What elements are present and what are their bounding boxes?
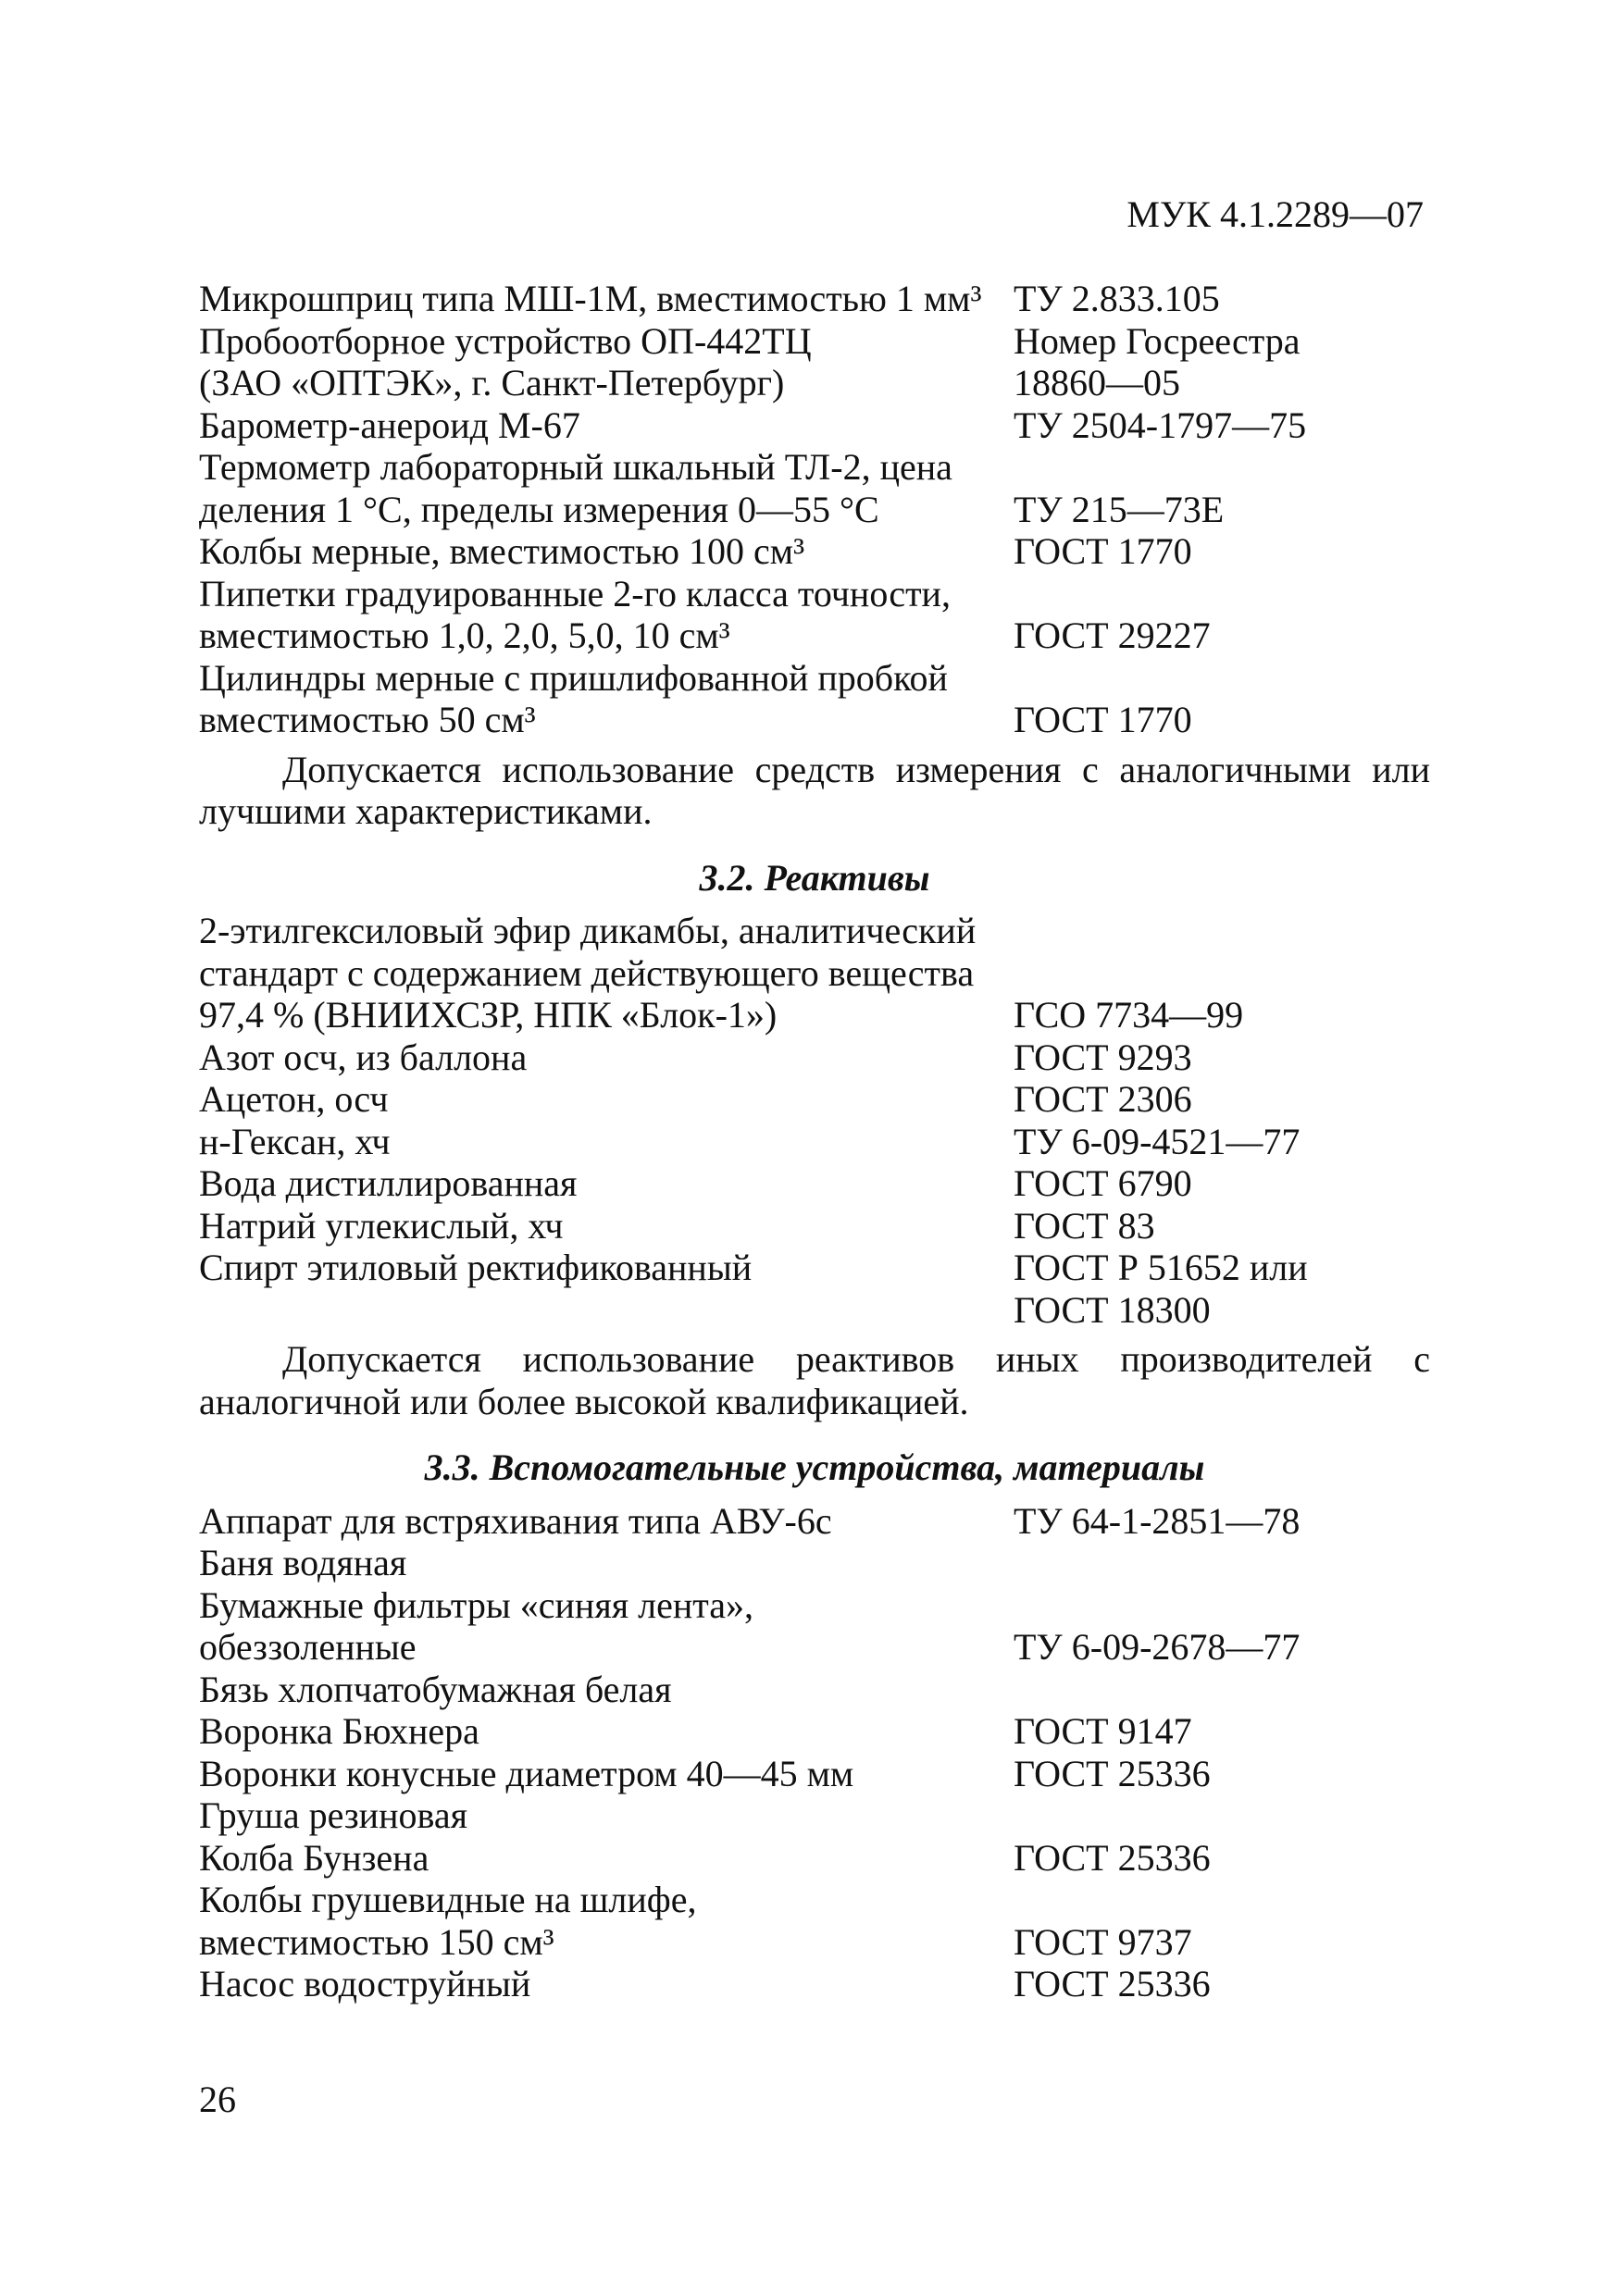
list-item [199,1162,1430,1205]
item-standard: Номер Госреестра [1014,319,1301,362]
item-standard [1014,1669,1430,1711]
item-name: Пробоотборное устройство ОП-442ТЦ [199,319,812,362]
item-standard: ТУ 2.833.105 [1014,278,1220,319]
list-item [199,657,1430,741]
list-item [199,1669,1430,1711]
item-standard: ГОСТ 1770 [1014,699,1192,740]
item-name: (ЗАО «ОПТЭК», г. Санкт-Петербург) [199,362,785,403]
item-standard: ТУ 6-09-4521—77 [1014,1120,1301,1162]
item-standard: ГОСТ 83 [1014,1204,1155,1247]
item-standard: ГОСТ 25336 [1014,1752,1211,1794]
list-item [199,1879,1430,1963]
item-standard: ГОСТ 9737 [1014,1920,1192,1963]
item-standard: ТУ 215—73Е [1014,488,1225,530]
item-name-continued: 97,4 % (ВНИИХСЗР, НПК «Блок-1») [199,994,778,1036]
list-item [199,1121,1430,1163]
list-item [199,573,1430,657]
item-name: Колба Бунзена [199,1836,429,1879]
item-standard: ГОСТ 25336 [1014,1963,1211,2004]
item-name: н-Гексан, хч [199,1120,391,1162]
list-item [199,1078,1430,1121]
list-item [199,1542,1430,1584]
item-name: Барометр-анероид М-67 [199,403,580,446]
item-name: Насос водоструйный [199,1963,531,2004]
section-heading-aux: 3.3. Вспомогательные устройства, материалы [424,1446,1205,1488]
item-name-continued: вместимостью 50 см³ [199,699,536,740]
item-standard: ГОСТ 6790 [1014,1162,1192,1204]
item-standard: ГОСТ 9147 [1014,1710,1192,1752]
item-name-continued: деления 1 °С, пределы измерения 0—55 °С [199,488,879,530]
item-name: Воронка Бюхнера [199,1710,479,1752]
item-name: Груша резиновая [199,1794,467,1836]
item-name: Спирт этиловый ректификованный [199,1247,753,1288]
list-item [199,1584,1430,1669]
reagents-note: Допускается использование реактивов иных производителей с аналогичной или более высокой квалификацией. [199,1338,1430,1422]
aux-list [199,1500,1430,2005]
item-name-continued: обеззоленные [199,1626,417,1668]
list-item [199,910,1430,1036]
list-item [199,1963,1430,2005]
item-name-continued: вместимостью 1,0, 2,0, 5,0, 10 см³ [199,614,730,656]
item-standard: ТУ 2504-1797—75 [1014,403,1307,446]
item-name: Бумажные фильтры «синяя лента», [199,1583,753,1626]
list-item [199,404,1430,447]
item-name: Азот осч, из баллона [199,1036,528,1078]
item-standard: ГОСТ 1770 [1014,530,1192,572]
list-item [199,1205,1430,1247]
item-name: Воронки конусные диаметром 40—45 мм [199,1752,854,1794]
item-standard [1014,1794,1430,1837]
item-name: Натрий углекислый, хч [199,1204,564,1247]
item-name: Термометр лабораторный шкальный ТЛ-2, цена [199,446,952,488]
item-name: Баня водяная [199,1542,407,1583]
item-standard [1014,1542,1430,1584]
list-item [199,1710,1430,1753]
page-number: 26 [199,2079,236,2120]
item-name: Бязь хлопчатобумажная белая [199,1668,672,1710]
list-item [199,1837,1430,1880]
equipment-note: Допускается использование средств измерения с аналогичными или лучшими характеристиками. [199,748,1430,832]
item-name: Колбы грушевидные на шлифе, [199,1879,697,1920]
item-name: Аппарат для встряхивания типа АВУ-6с [199,1499,832,1542]
equipment-list [199,278,1430,741]
item-name: Цилиндры мерные с пришлифованной пробкой [199,656,948,699]
list-item [199,320,1430,363]
list-item [199,446,1430,530]
item-standard: 18860—05 [1014,362,1180,403]
item-name: Микрошприц типа МШ-1М, вместимостью 1 мм³ [199,278,982,319]
item-name: Пипетки градуированные 2-го класса точности, [199,572,951,614]
item-standard: ГОСТ 9293 [1014,1036,1192,1078]
list-item [199,1500,1430,1543]
list-item [199,1794,1430,1837]
list-item [199,1753,1430,1795]
item-standard: ГОСТ 29227 [1014,614,1211,656]
running-header: МУК 4.1.2289—07 [1126,193,1424,235]
item-standard-continued: ГОСТ 18300 [1014,1288,1211,1331]
list-item [199,1247,1430,1331]
content [199,278,1430,2005]
reagents-list [199,910,1430,1331]
item-standard: ТУ 6-09-2678—77 [1014,1626,1301,1668]
list-item [199,362,1430,404]
item-name-continued: вместимостью 150 см³ [199,1920,554,1963]
list-item [199,1036,1430,1079]
section-heading-reagents: 3.2. Реактивы [699,856,930,899]
item-name: Вода дистиллированная [199,1162,578,1204]
list-item [199,278,1430,320]
list-item [199,530,1430,573]
item-name: 2-этилгексиловый эфир дикамбы, аналитический [199,910,977,951]
item-standard: ГСО 7734—99 [1014,994,1244,1036]
item-standard: ТУ 64-1-2851—78 [1014,1499,1301,1542]
item-name: Колбы мерные, вместимостью 100 см³ [199,530,805,572]
item-standard: ГОСТ Р 51652 или [1014,1247,1308,1288]
item-standard: ГОСТ 25336 [1014,1836,1211,1879]
item-name-continued: стандарт с содержанием действующего вещества [199,951,975,994]
item-standard: ГОСТ 2306 [1014,1078,1192,1120]
item-name: Ацетон, осч [199,1078,389,1120]
